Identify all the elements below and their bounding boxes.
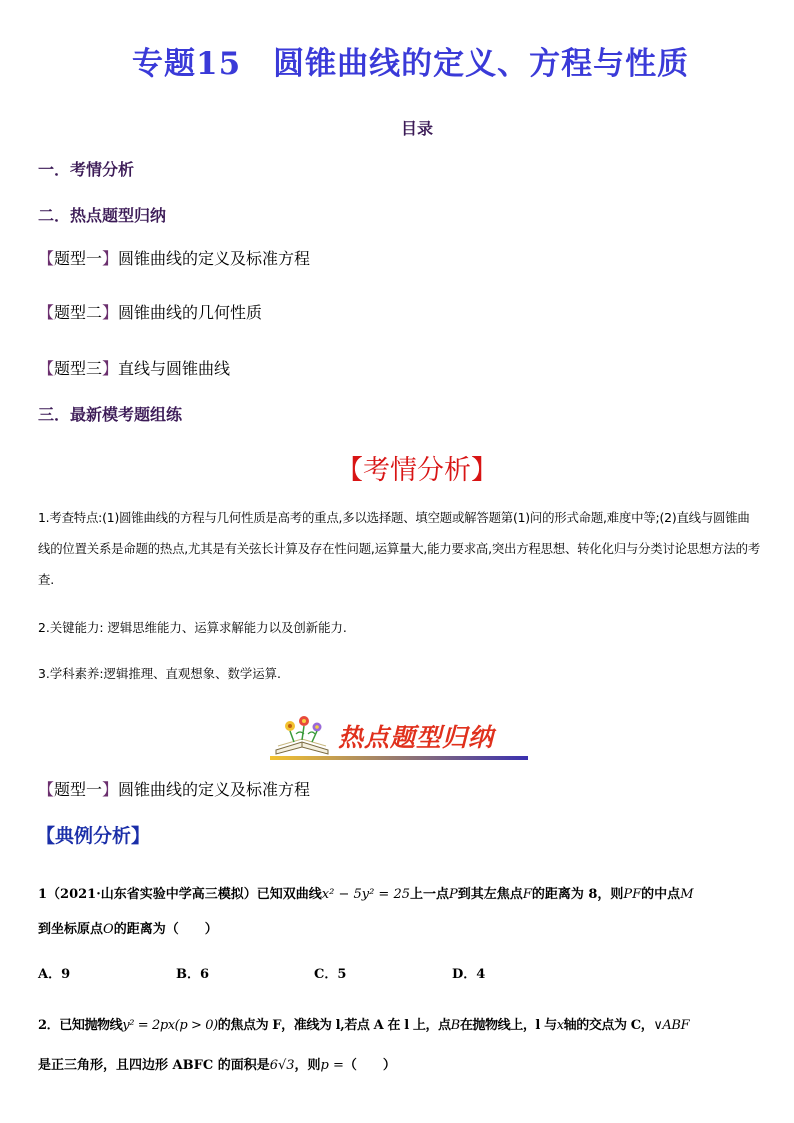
- q1-text: 上一点: [410, 887, 450, 902]
- question-2-line-2: [38, 1054, 396, 1073]
- q2-equation: y² = 2px(p > 0): [122, 1018, 218, 1033]
- toc-item-tag: 题型三: [54, 359, 103, 378]
- q2-text: 的焦点为 F，准线为 l,若点 A 在 l 上，点: [217, 1018, 451, 1033]
- q2-text: 在抛物线上，l 与: [459, 1018, 557, 1033]
- bracket-close: 】: [102, 249, 119, 268]
- page-title: 专题15 圆锥曲线的定义、方程与性质: [132, 46, 690, 82]
- bracket-open: 【: [38, 780, 55, 799]
- option-d[interactable]: D．4: [452, 967, 486, 982]
- q1-var-O: O: [103, 922, 114, 937]
- kaoqing-paragraph-1: 1.考查特点:(1)圆锥曲线的方程与几何性质是高考的重点,多以选择题、填空题或解答题第(1)问的形式命题,难度中等;(2)直线与圆锥曲线的位置关系是命题的热点,尤其是有关弦长计算及存在性问题,运算量大,能力要求高,突出方程思想、转化化归与分类讨论思想方法的考查.: [38, 510, 761, 587]
- bracket-close: 】: [102, 303, 119, 322]
- kaoqing-paragraph-3: 3.学科素养:逻辑推理、直观想象、数学运算.: [38, 666, 281, 681]
- q1-text: 到其左焦点: [457, 887, 523, 902]
- option-b[interactable]: B．6: [176, 967, 210, 982]
- kaoqing-heading: 【考情分析】: [336, 455, 498, 486]
- q1-var-F: F: [522, 887, 532, 902]
- q1-var-PF: PF: [623, 887, 642, 902]
- bracket-close: 】: [102, 359, 119, 378]
- bracket-close: 】: [102, 780, 119, 799]
- toc-item-text: 直线与圆锥曲线: [118, 359, 231, 378]
- question-2-line-1: [38, 1014, 689, 1033]
- bracket-open: 【: [38, 303, 55, 322]
- option-c[interactable]: C．5: [314, 967, 347, 982]
- banner-underline: [270, 756, 528, 760]
- toc-item-type2[interactable]: [38, 300, 262, 323]
- bracket-open: 【: [38, 249, 55, 268]
- question-1-line-2: [38, 918, 218, 937]
- q2-text: ，则: [294, 1058, 321, 1073]
- q2-text: 轴的交点为 C，: [563, 1018, 654, 1033]
- toc-item-type3[interactable]: [38, 356, 230, 379]
- kaoqing-paragraph-2: 2.关键能力: 逻辑思维能力、运算求解能力以及创新能力.: [38, 620, 347, 635]
- example-analysis-heading: 【典例分析】: [36, 825, 151, 847]
- bracket-open: 【: [38, 359, 55, 378]
- q2-text: （ ）: [343, 1058, 396, 1073]
- q1-equation: x² − 5y² = 25: [321, 887, 410, 902]
- q1-var-P: P: [449, 887, 458, 902]
- question-1-line-1: [38, 883, 694, 902]
- banner-title: 热点题型归纳: [338, 723, 495, 752]
- toc-item-type1[interactable]: [38, 246, 310, 269]
- toc-heading: 目录: [400, 119, 433, 138]
- q2-var-p: p =: [320, 1058, 344, 1073]
- toc-section-3[interactable]: 三．最新模考题组练: [38, 405, 183, 424]
- q1-text: 的中点: [641, 887, 681, 902]
- option-a[interactable]: A．9: [38, 967, 71, 982]
- type1-tag: 题型一: [54, 780, 103, 799]
- q2-var-x: x: [556, 1018, 564, 1033]
- q1-text: 到坐标原点: [38, 922, 104, 937]
- toc-item-text: 圆锥曲线的几何性质: [118, 303, 263, 322]
- q1-text: 的距离为（ ）: [113, 922, 218, 937]
- q1-text: 的距离为 8，则: [531, 887, 624, 902]
- type1-heading: [38, 777, 310, 800]
- q2-area: 6√3: [269, 1058, 295, 1073]
- hot-topics-banner: [270, 712, 528, 762]
- q2-var-B: B: [450, 1018, 460, 1033]
- type1-text: 圆锥曲线的定义及标准方程: [118, 780, 311, 799]
- toc-section-2[interactable]: 二．热点题型归纳: [38, 206, 167, 225]
- q1-var-M: M: [680, 887, 694, 902]
- toc-section-1[interactable]: 一．考情分析: [38, 160, 135, 179]
- toc-item-tag: 题型二: [54, 303, 103, 322]
- q2-text: 是正三角形，且四边形 ABFC 的面积是: [38, 1058, 270, 1073]
- question-1-options: [0, 963, 794, 983]
- book-flowers-icon: [270, 712, 336, 758]
- toc-item-text: 圆锥曲线的定义及标准方程: [118, 249, 311, 268]
- q2-text: 2．已知抛物线: [38, 1018, 123, 1033]
- q1-text: 1（2021·山东省实验中学高三模拟）已知双曲线: [38, 887, 322, 902]
- toc-item-tag: 题型一: [54, 249, 103, 268]
- q2-triangle: ∨ABF: [653, 1018, 690, 1033]
